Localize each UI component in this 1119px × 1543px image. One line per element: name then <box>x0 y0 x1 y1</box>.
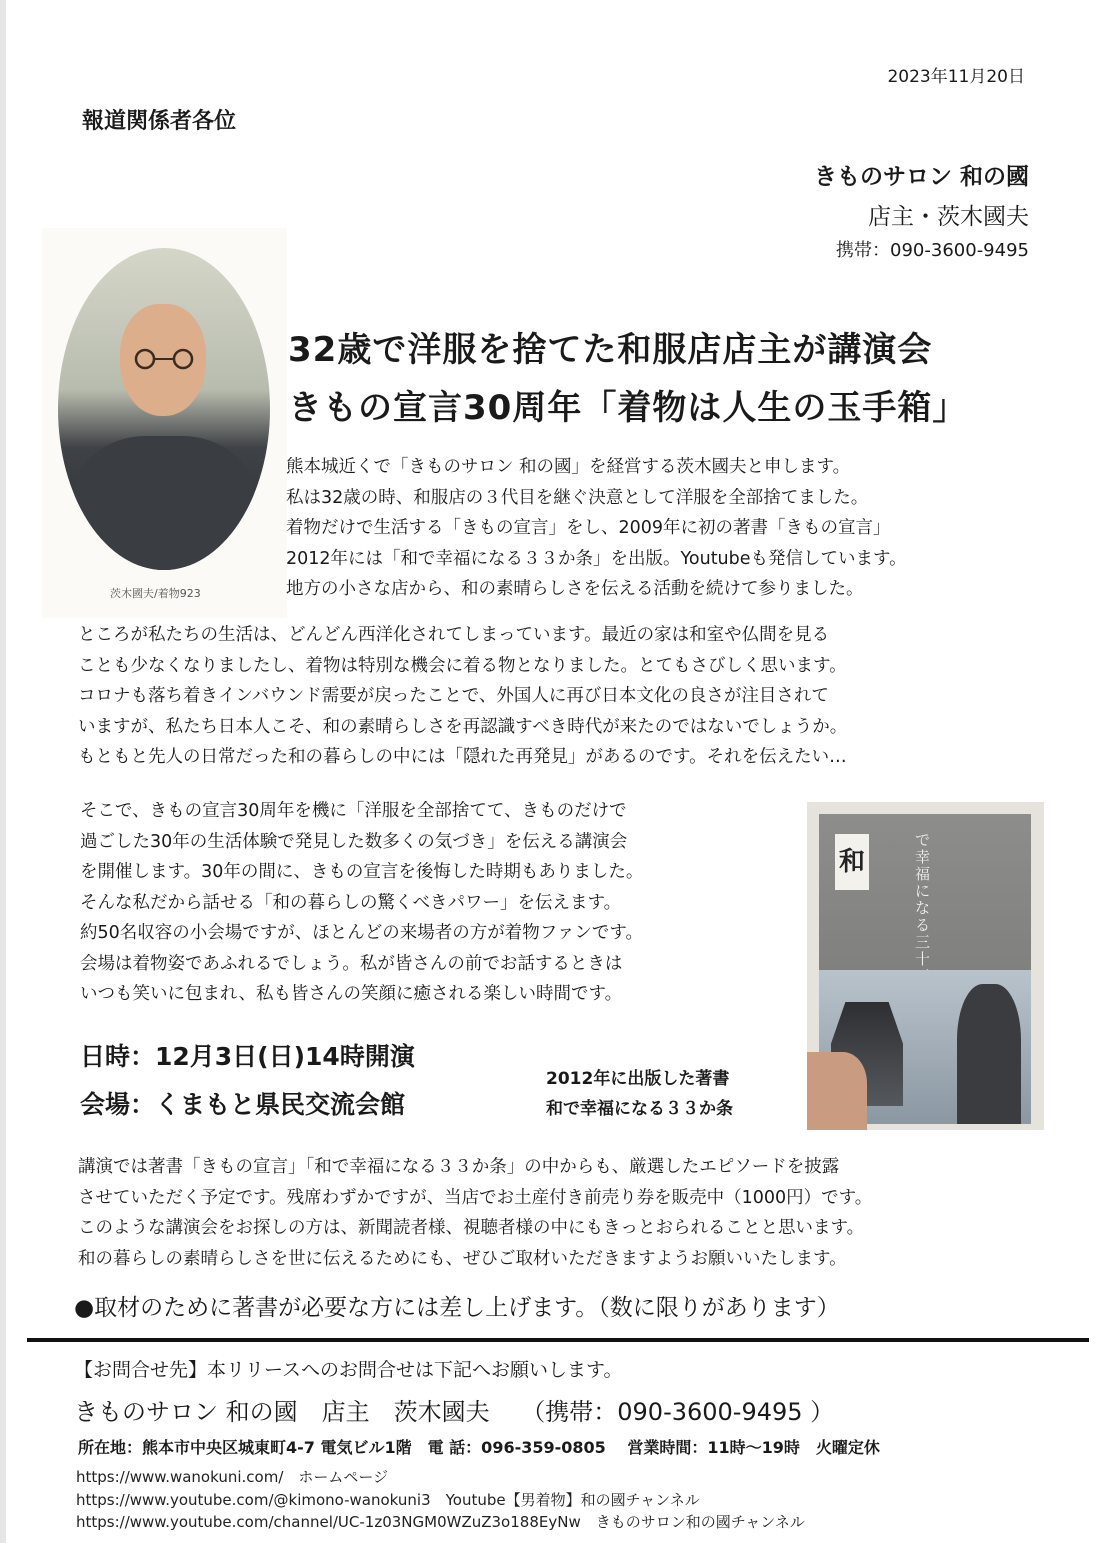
text-line: ことも少なくなりましたし、着物は特別な機会に着る物となりました。とてもさびしく思います。 <box>78 655 847 676</box>
text-line: 和の暮らしの素晴らしさを世に伝えるためにも、ぜひご取材いただきますようお願いいたします。 <box>78 1248 847 1269</box>
sender-mobile: 携帯：090-3600-9495 <box>836 240 1029 261</box>
author-image <box>957 984 1021 1124</box>
book-offer-notice: ●取材のために著書が必要な方には差し上げます。（数に限りがあります） <box>74 1295 840 1321</box>
youtube-link-1[interactable]: https://www.youtube.com/@kimono-wanokuni3 Youtube【男着物】和の國チャンネル <box>76 1491 700 1509</box>
headline-line-2: きもの宣言30周年「着物は人生の玉手箱」 <box>288 388 968 428</box>
text-line: いますが、私たち日本人こそ、和の素晴らしさを再認識すべき時代が来たのではないでしょうか。 <box>78 716 848 737</box>
intro-paragraph <box>286 452 907 605</box>
book-cover-title: 和 <box>835 834 869 890</box>
text-line: もともと先人の日常だった和の暮らしの中には「隠れた再発見」があるのです。それを伝えたい… <box>78 747 847 767</box>
request-paragraph <box>78 1152 872 1274</box>
text-line: このような講演会をお探しの方は、新聞読者様、視聴者様の中にもきっとおられることと思います。 <box>78 1218 865 1238</box>
text-line: 着物だけで生活する「きもの宣言」をし、2009年に初の著書「きもの宣言」 <box>286 518 891 538</box>
event-datetime: 日時：12月3日(日)14時開演 <box>80 1042 415 1071</box>
text-line: 熊本城近くで「きものサロン 和の國」を経営する茨木國夫と申します。 <box>286 457 851 477</box>
text-line: コロナも落ち着きインバウンド需要が戻ったことで、外国人に再び日本文化の良さが注目されて <box>78 686 829 706</box>
hand-image <box>807 1052 867 1130</box>
background-paragraph <box>78 620 847 773</box>
sender-owner: 店主・茨木國夫 <box>868 204 1029 230</box>
portrait-kimono <box>74 436 254 570</box>
glasses-icon <box>128 348 200 370</box>
contact-address: 所在地：熊本市中央区城東町4-7 電気ビル1階 電 話：096-359-0805 営業時間：11時～19時 火曜定休 <box>78 1438 880 1457</box>
text-line: 過ごした30年の生活体験で発見した数多くの気づき」を伝える講演会 <box>80 831 628 852</box>
sender-org: きものサロン 和の國 <box>813 164 1029 190</box>
contact-lead: 【お問合せ先】本リリースへのお問合せは下記へお願いします。 <box>74 1359 623 1381</box>
divider <box>27 1338 1089 1342</box>
text-line: 私は32歳の時、和服店の３代目を継ぐ決意として洋服を全部捨てました。 <box>286 487 869 508</box>
portrait-caption: 茨木國夫/着物923 <box>110 587 201 600</box>
text-line: いつも笑いに包まれ、私も皆さんの笑顔に癒される楽しい時間です。 <box>80 984 623 1004</box>
book-photo <box>807 802 1044 1130</box>
headline-line-1: 32歳で洋服を捨てた和服店店主が講演会 <box>288 330 933 370</box>
text-line: させていただく予定です。残席わずかですが、当店でお土産付き前売り券を販売中（1000円）です。 <box>78 1187 873 1208</box>
lecture-paragraph <box>80 796 643 1010</box>
text-line: 講演では著書「きもの宣言」「和で幸福になる３３か条」の中からも、厳選したエピソードを披露 <box>78 1157 840 1177</box>
page-edge <box>0 0 6 1543</box>
text-line: ところが私たちの生活は、どんどん西洋化されてしまっています。最近の家は和室や仏間を見る <box>78 625 830 645</box>
text-line: を開催します。30年の間に、きもの宣言を後悔した時期もありました。 <box>80 862 644 882</box>
homepage-link[interactable]: https://www.wanokuni.com/ ホームページ <box>76 1468 389 1486</box>
book-caption-2: 和で幸福になる３３か条 <box>546 1099 733 1119</box>
contact-name: きものサロン 和の國 店主 茨木國夫 （携帯：090-3600-9495 ） <box>74 1398 835 1426</box>
release-date: 2023年11月20日 <box>887 67 1025 87</box>
text-line: 地方の小さな店から、和の素晴らしさを伝える活動を続けて参りました。 <box>286 579 864 599</box>
portrait-oval <box>58 248 270 570</box>
text-line: そこで、きもの宣言30周年を機に「洋服を全部捨てて、きものだけで <box>80 801 627 821</box>
text-line: そんな私だから話せる「和の暮らしの驚くべきパワー」を伝えます。 <box>80 892 622 913</box>
text-line: 約50名収容の小会場ですが、ほとんどの来場者の方が着物ファンです。 <box>80 923 644 943</box>
addressee: 報道関係者各位 <box>82 109 237 134</box>
text-line: 会場は着物姿であふれるでしょう。私が皆さんの前でお話するときは <box>80 953 623 974</box>
youtube-link-2[interactable]: https://www.youtube.com/channel/UC-1z03NGM0WZuZ3o188EyNw きものサロン和の國チャンネル <box>76 1513 805 1531</box>
text-line: 2012年には「和で幸福になる３３か条」を出版。Youtubeも発信しています。 <box>286 548 907 569</box>
book-cover-subtitle: で幸福になる三十 <box>915 831 931 968</box>
book-caption-1: 2012年に出版した著書 <box>546 1069 730 1089</box>
event-venue: 会場：くまもと県民交流会館 <box>80 1090 406 1119</box>
